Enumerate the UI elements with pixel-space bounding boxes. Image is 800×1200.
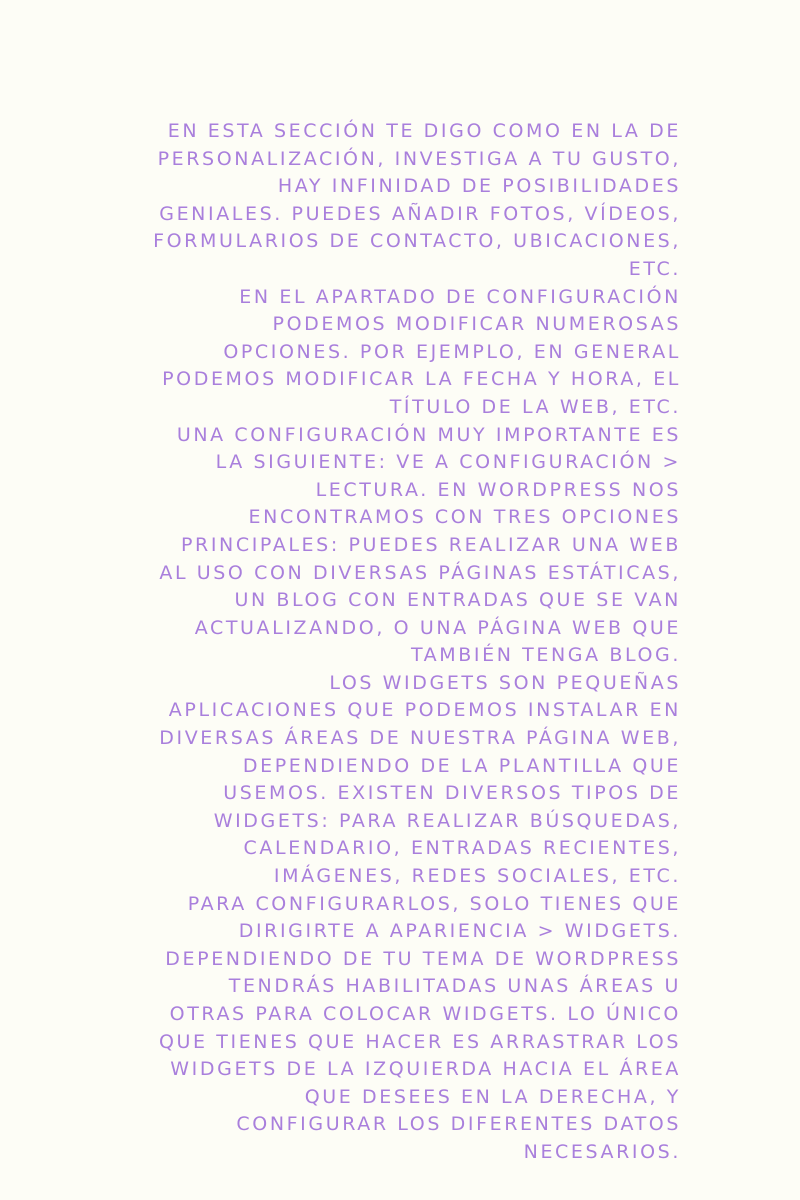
text-line: LECTURA. EN WORDPRESS NOS <box>315 478 681 501</box>
text-line: LA SIGUIENTE: VE A CONFIGURACIÓN > <box>215 451 681 474</box>
text-line: ENCONTRAMOS CON TRES OPCIONES <box>248 506 681 529</box>
text-line: TAMBIÉN TENGA BLOG. <box>410 644 681 667</box>
text-line: TENDRÁS HABILITADAS UNAS ÁREAS U <box>228 975 681 998</box>
text-line: OPCIONES. POR EJEMPLO, EN GENERAL <box>223 340 681 363</box>
text-line: QUE TIENES QUE HACER ES ARRASTRAR LOS <box>158 1030 681 1053</box>
text-line: OTRAS PARA COLOCAR WIDGETS. LO ÚNICO <box>169 1003 681 1025</box>
text-line: WIDGETS DE LA IZQUIERDA HACIA EL ÁREA <box>170 1058 681 1081</box>
text-line: GENIALES. PUEDES AÑADIR FOTOS, VÍDEOS, <box>159 202 681 225</box>
text-line: PRINCIPALES: PUEDES REALIZAR UNA WEB <box>180 533 681 556</box>
text-line: DIRIGIRTE A APARIENCIA > WIDGETS. <box>238 920 681 943</box>
text-line: CONFIGURAR LOS DIFERENTES DATOS <box>236 1113 681 1136</box>
text-line: DEPENDIENDO DE LA PLANTILLA QUE <box>242 754 681 777</box>
text-line: APLICACIONES QUE PODEMOS INSTALAR EN <box>168 699 681 722</box>
text-line: FORMULARIOS DE CONTACTO, UBICACIONES, <box>153 230 681 253</box>
text-line: EN EL APARTADO DE CONFIGURACIÓN <box>239 285 681 308</box>
text-line: EN ESTA SECCIÓN TE DIGO COMO EN LA DE <box>167 120 681 142</box>
text-line: PARA CONFIGURARLOS, SOLO TIENES QUE <box>187 892 681 915</box>
text-line: UN BLOG CON ENTRADAS QUE SE VAN <box>234 589 681 612</box>
text-line: QUE DESEES EN LA DERECHA, Y <box>304 1085 681 1108</box>
text-line: PERSONALIZACIÓN, INVESTIGA A TU GUSTO, <box>157 147 681 170</box>
text-line: AL USO CON DIVERSAS PÁGINAS ESTÁTICAS, <box>159 561 681 584</box>
text-line: UNA CONFIGURACIÓN MUY IMPORTANTE ES <box>176 423 681 446</box>
text-line: LOS WIDGETS SON PEQUEÑAS <box>329 671 681 694</box>
text-line: WIDGETS: PARA REALIZAR BÚSQUEDAS, <box>213 809 681 832</box>
text-line: IMÁGENES, REDES SOCIALES, ETC. <box>273 865 681 888</box>
text-line: PODEMOS MODIFICAR LA FECHA Y HORA, EL <box>162 368 681 391</box>
text-line: ETC. <box>628 257 681 280</box>
text-line: ACTUALIZANDO, O UNA PÁGINA WEB QUE <box>194 616 681 639</box>
text-line: CALENDARIO, ENTRADAS RECIENTES, <box>243 837 681 860</box>
text-line: USEMOS. EXISTEN DIVERSOS TIPOS DE <box>223 782 681 805</box>
text-line: NECESARIOS. <box>523 1140 681 1163</box>
body-text <box>100 118 681 1167</box>
text-line: DEPENDIENDO DE TU TEMA DE WORDPRESS <box>165 947 681 970</box>
text-line: TÍTULO DE LA WEB, ETC. <box>389 395 681 418</box>
text-line: DIVERSAS ÁREAS DE NUESTRA PÁGINA WEB, <box>159 727 681 750</box>
text-line: PODEMOS MODIFICAR NUMEROSAS <box>272 313 681 336</box>
text-line: HAY INFINIDAD DE POSIBILIDADES <box>277 175 681 198</box>
